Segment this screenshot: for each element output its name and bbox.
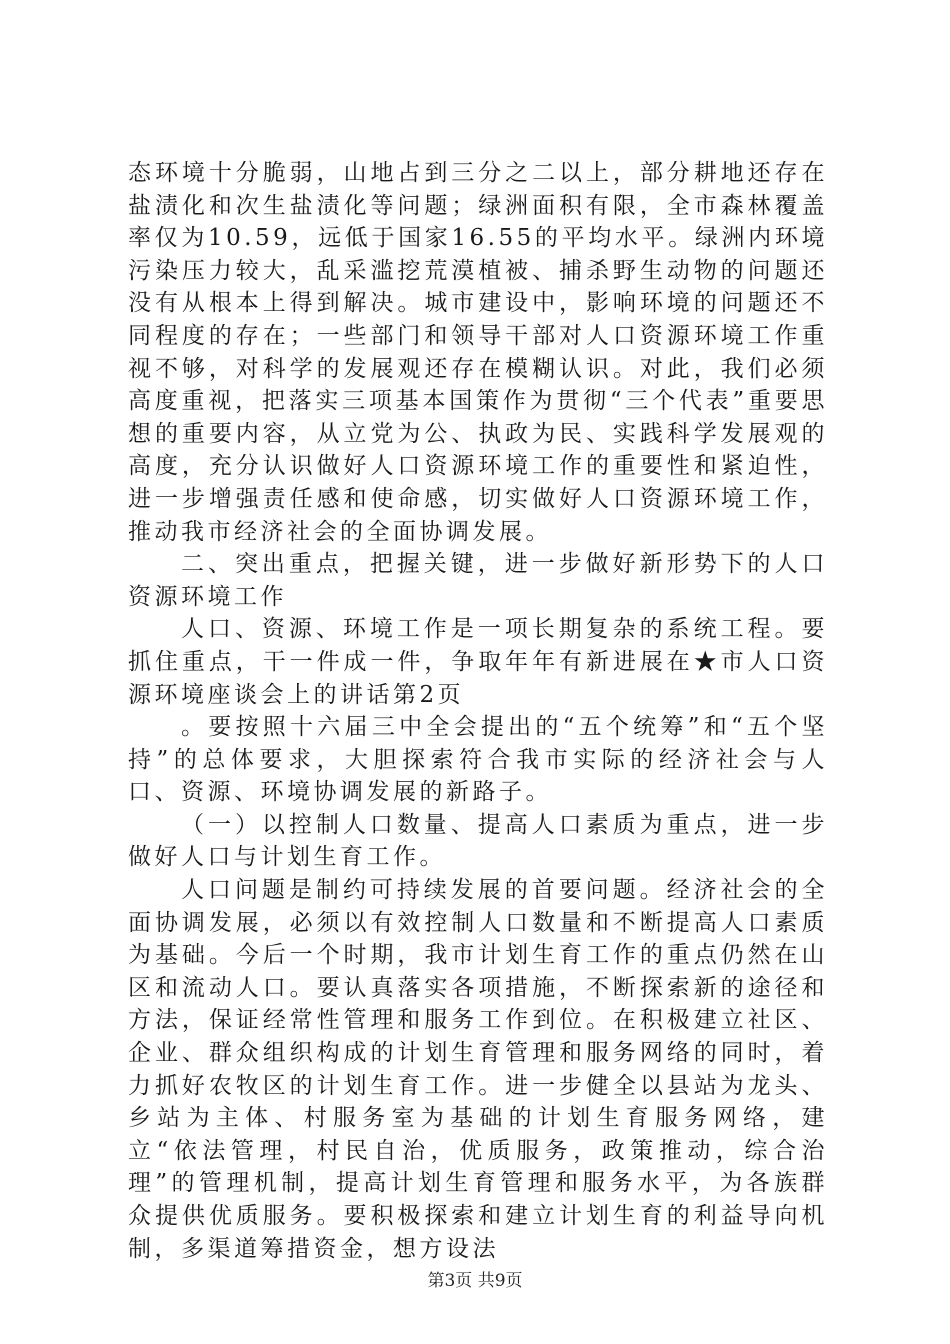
- paragraph-4: 。要按照十六届三中全会提出的“五个统筹”和“五个坚持”的总体要求，大胆探索符合我市实际的经济社会与人口、资源、环境协调发展的新路子。: [128, 714, 828, 806]
- document-body: [128, 157, 828, 1265]
- paragraph-1: 态环境十分脆弱，山地占到三分之二以上，部分耕地还存在盐渍化和次生盐渍化等问题；绿洲面积有限，全市森林覆盖率仅为10.59，远低于国家16.55的平均水平。绿洲内环境污染压力较大，乱采滥挖荒漠植被、捕杀野生动物的问题还没有从根本上得到解决。城市建设中，影响环境的问题还不同程度的存在；一些部门和领导干部对人口资源环境工作重视不够，对科学的发展观还存在模糊认识。对此，我们必须高度重视，把落实三项基本国策作为贯彻“三个代表”重要思想的重要内容，从立党为公、执政为民、实践科学发展观的高度，充分认识做好人口资源环境工作的重要性和紧迫性，进一步增强责任感和使命感，切实做好人口资源环境工作，推动我市经济社会的全面协调发展。: [128, 160, 828, 545]
- page-footer: 第3页 共9页: [427, 1271, 523, 1291]
- paragraph-6: 人口问题是制约可持续发展的首要问题。经济社会的全面协调发展，必须以有效控制人口数量和不断提高人口素质为基础。今后一个时期，我市计划生育工作的重点仍然在山区和流动人口。要认真落实各项措施，不断探索新的途径和方法，保证经常性管理和服务工作到位。在积极建立社区、企业、群众组织构成的计划生育管理和服务网络的同时，着力抓好农牧区的计划生育工作。进一步健全以县站为龙头、乡站为主体、村服务室为基础的计划生育服务网络，建立“依法管理，村民自治，优质服务，政策推动，综合治理”的管理机制，提高计划生育管理和服务水平，为各族群众提供优质服务。要积极探索和建立计划生育的利益导向机制，多渠道筹措资金，想方设法: [128, 877, 828, 1262]
- section-heading-2: 二、突出重点，把握关键，进一步做好新形势下的人口资源环境工作: [128, 551, 828, 610]
- subsection-heading-1: （一）以控制人口数量、提高人口素质为重点，进一步做好人口与计划生育工作。: [128, 811, 828, 871]
- paragraph-3: 人口、资源、环境工作是一项长期复杂的系统工程。要抓住重点，干一件成一件，争取年年有新进展在★市人口资源环境座谈会上的讲话第2页: [128, 616, 828, 708]
